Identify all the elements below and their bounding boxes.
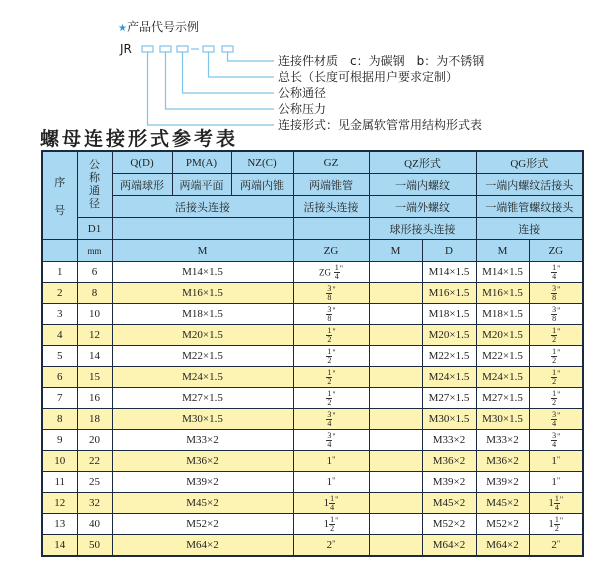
fraction-denominator: 8 — [327, 292, 332, 302]
cell-gz-zg — [293, 304, 369, 325]
cell-qz-d: M20×1.5 — [422, 325, 476, 346]
fraction-numerator: 3 — [552, 304, 557, 314]
table-row — [42, 283, 583, 304]
cell-m: M52×2 — [112, 514, 293, 535]
cell-qz-d: M64×2 — [422, 535, 476, 557]
cell-seq: 6 — [42, 367, 77, 388]
fraction-denominator: 8 — [327, 313, 332, 323]
cell-qg-m: M64×2 — [476, 535, 529, 557]
cell-qz-d: M18×1.5 — [422, 304, 476, 325]
cell-qz-d: M33×2 — [422, 430, 476, 451]
fraction-denominator: 2 — [554, 523, 559, 533]
cell-gz-zg — [293, 409, 369, 430]
fraction-numerator: 3 — [327, 283, 332, 293]
cell-qg-m: M36×2 — [476, 451, 529, 472]
cell-qg-zg — [529, 346, 583, 367]
cell-qz-d: M39×2 — [422, 472, 476, 493]
code-box-1 — [142, 46, 153, 52]
inch-mark: " — [332, 347, 336, 357]
header-code-gz: GZ — [293, 151, 369, 174]
cell-dn: 20 — [77, 430, 112, 451]
header-type-nz: 两端内锥 — [231, 174, 293, 196]
inch-mark: " — [332, 539, 336, 548]
inch-whole: 1 — [323, 496, 330, 509]
inch-mark: " — [557, 284, 561, 294]
header-type-pm: 两端平面 — [172, 174, 231, 196]
leader-line-connection — [148, 52, 275, 125]
cell-qg-m: M18×1.5 — [476, 304, 529, 325]
table-row — [42, 451, 583, 472]
cell-seq: 4 — [42, 325, 77, 346]
header-blank-1 — [112, 218, 293, 240]
header-type-gz: 两端锥管 — [293, 174, 369, 196]
fraction-numerator: 3 — [552, 409, 557, 419]
cell-m: M18×1.5 — [112, 304, 293, 325]
cell-m: M33×2 — [112, 430, 293, 451]
inch-mark: " — [556, 539, 561, 548]
cell-qg-m: M52×2 — [476, 514, 529, 535]
cell-dn: 40 — [77, 514, 112, 535]
fraction-denominator: 4 — [334, 271, 339, 281]
header-code-pm: PM(A) — [172, 151, 231, 174]
fraction-numerator: 1 — [552, 367, 557, 377]
code-prefix: JR — [120, 42, 132, 56]
code-box-3 — [177, 46, 188, 52]
inch-mark: " — [332, 476, 336, 485]
fraction-denominator: 2 — [552, 397, 557, 407]
cell-qg-zg — [529, 262, 583, 283]
cell-qg-zg — [529, 430, 583, 451]
table-row — [42, 472, 583, 493]
inch-whole: 1 — [548, 496, 554, 509]
cell-dn: 15 — [77, 367, 112, 388]
header-type-qz: 一端内螺纹 — [369, 174, 476, 196]
code-box-2 — [160, 46, 171, 52]
label-pressure: 公称压力 — [278, 102, 327, 116]
cell-qz-m — [369, 283, 422, 304]
cell-m: M16×1.5 — [112, 283, 293, 304]
cell-qz-m — [369, 388, 422, 409]
cell-qg-zg — [529, 304, 583, 325]
header-type-qg: 一端内螺纹活接头 — [476, 174, 583, 196]
table-row — [42, 409, 583, 430]
cell-m: M36×2 — [112, 451, 293, 472]
cell-seq: 12 — [42, 493, 77, 514]
header-code-q: Q(D) — [112, 151, 172, 174]
table-row — [42, 493, 583, 514]
header-conn-qg: 一端锥管螺纹接头 — [476, 196, 583, 218]
header-conn-qz-ball: 球形接头连接 — [369, 218, 476, 240]
inch-mark: " — [332, 305, 336, 315]
cell-m: M45×2 — [112, 493, 293, 514]
inch-mark: " — [557, 326, 561, 336]
table-row — [42, 514, 583, 535]
cell-qz-m — [369, 409, 422, 430]
cell-qz-d: M22×1.5 — [422, 346, 476, 367]
cell-gz-zg — [293, 493, 369, 514]
cell-qz-m — [369, 367, 422, 388]
fraction-numerator: 1 — [552, 325, 557, 335]
cell-m: M24×1.5 — [112, 367, 293, 388]
fraction-numerator: 3 — [327, 430, 332, 440]
fraction-denominator: 4 — [330, 502, 335, 512]
fraction-denominator: 2 — [330, 523, 335, 533]
cell-qz-d: M52×2 — [422, 514, 476, 535]
cell-seq: 7 — [42, 388, 77, 409]
header-conn-union: 活接头连接 — [112, 196, 293, 218]
fraction-denominator: 4 — [552, 271, 557, 281]
cell-qz-d: M36×2 — [422, 451, 476, 472]
cell-qg-zg — [529, 451, 583, 472]
header-nominal — [77, 151, 112, 218]
cell-seq: 14 — [42, 535, 77, 557]
header-code-nz: NZ(C) — [231, 151, 293, 174]
table-row — [42, 262, 583, 283]
cell-qg-zg — [529, 388, 583, 409]
cell-m: M20×1.5 — [112, 325, 293, 346]
cell-qg-zg — [529, 535, 583, 557]
header-seq: 序 号 — [42, 151, 77, 240]
cell-gz-zg — [293, 535, 369, 557]
cell-qg-m: M22×1.5 — [476, 346, 529, 367]
cell-qz-d: M24×1.5 — [422, 367, 476, 388]
leader-line-diameter — [183, 52, 275, 93]
cell-m: M22×1.5 — [112, 346, 293, 367]
cell-qz-d: M16×1.5 — [422, 283, 476, 304]
cell-dn: 10 — [77, 304, 112, 325]
cell-dn: 32 — [77, 493, 112, 514]
cell-dn: 8 — [77, 283, 112, 304]
inch-mark: " — [332, 326, 336, 336]
cell-seq: 8 — [42, 409, 77, 430]
inch-whole: 1 — [326, 455, 333, 467]
diagram-heading-text: 产品代号示例 — [126, 20, 199, 34]
cell-qg-m: M45×2 — [476, 493, 529, 514]
cell-qz-m — [369, 493, 422, 514]
cell-qg-zg — [529, 472, 583, 493]
cell-seq: 10 — [42, 451, 77, 472]
label-connection: 连接形式：见金属软管常用结构形式表 — [278, 118, 483, 132]
fraction-numerator: 1 — [330, 514, 335, 524]
cell-qg-m: M16×1.5 — [476, 283, 529, 304]
fraction-numerator: 1 — [552, 346, 557, 356]
code-box-4 — [203, 46, 214, 52]
header-unit-m: M — [112, 240, 293, 262]
inch-mark: " — [559, 494, 564, 504]
cell-gz-zg — [293, 430, 369, 451]
table-row — [42, 388, 583, 409]
fraction-denominator: 8 — [552, 313, 557, 323]
table-title: 螺母连接形式参考表 — [40, 128, 239, 150]
fraction-denominator: 4 — [327, 418, 332, 428]
inch-mark: " — [557, 347, 561, 357]
cell-seq: 11 — [42, 472, 77, 493]
cell-gz-zg — [293, 325, 369, 346]
fraction-numerator: 1 — [554, 514, 559, 524]
fraction-numerator: 3 — [327, 304, 332, 314]
cell-qg-zg — [529, 409, 583, 430]
cell-qz-d: M14×1.5 — [422, 262, 476, 283]
cell-qz-m — [369, 262, 422, 283]
cell-seq: 1 — [42, 262, 77, 283]
inch-mark: " — [557, 389, 561, 399]
header-conn-qg-link: 连接 — [476, 218, 583, 240]
header-unit-zg: ZG — [293, 240, 369, 262]
inch-mark: " — [332, 431, 336, 441]
cell-m: M30×1.5 — [112, 409, 293, 430]
inch-mark: " — [557, 368, 561, 378]
fraction-numerator: 1 — [554, 493, 559, 503]
cell-qz-d: M30×1.5 — [422, 409, 476, 430]
header-type-q: 两端球形 — [112, 174, 172, 196]
cell-dn: 16 — [77, 388, 112, 409]
inch-whole: 1 — [551, 455, 557, 467]
fraction-numerator: 1 — [327, 325, 332, 335]
cell-qg-zg — [529, 514, 583, 535]
header-unit-qg-zg: ZG — [529, 240, 583, 262]
inch-mark: " — [335, 515, 339, 525]
cell-qg-m: M39×2 — [476, 472, 529, 493]
cell-qz-m — [369, 535, 422, 557]
cell-qz-m — [369, 304, 422, 325]
fraction-denominator: 2 — [327, 397, 332, 407]
cell-dn: 22 — [77, 451, 112, 472]
inch-whole: 1 — [548, 517, 554, 530]
table-row — [42, 430, 583, 451]
inch-mark: " — [557, 305, 561, 315]
inch-mark: " — [339, 263, 343, 273]
fraction-numerator: 3 — [327, 409, 332, 419]
cell-qg-m: M30×1.5 — [476, 409, 529, 430]
cell-qz-d: M45×2 — [422, 493, 476, 514]
inch-whole: 1 — [551, 476, 557, 488]
cell-qg-m: M33×2 — [476, 430, 529, 451]
header-conn-gz: 活接头连接 — [293, 196, 369, 218]
cell-gz-zg — [293, 472, 369, 493]
fraction-denominator: 2 — [327, 355, 332, 365]
cell-qz-d: M27×1.5 — [422, 388, 476, 409]
cell-m: M64×2 — [112, 535, 293, 557]
cell-seq: 5 — [42, 346, 77, 367]
table-row — [42, 346, 583, 367]
cell-m: M39×2 — [112, 472, 293, 493]
header-nominal-text: 公 称 通 径 — [89, 158, 100, 210]
cell-seq: 3 — [42, 304, 77, 325]
fraction-numerator: 1 — [330, 493, 335, 503]
cell-qg-zg — [529, 493, 583, 514]
fraction-denominator: 2 — [327, 334, 332, 344]
inch-mark: " — [559, 515, 564, 525]
inch-whole: 2 — [551, 539, 557, 551]
fraction-numerator: 1 — [327, 346, 332, 356]
cell-qz-m — [369, 346, 422, 367]
diagram-heading — [118, 20, 199, 36]
cell-gz-zg — [293, 514, 369, 535]
leader-line-material — [228, 52, 275, 61]
cell-qz-m — [369, 514, 422, 535]
header-unit-qz-d: D — [422, 240, 476, 262]
header-unit-qg-m: M — [476, 240, 529, 262]
fraction-denominator: 4 — [552, 418, 557, 428]
cell-qg-m: M27×1.5 — [476, 388, 529, 409]
fraction-denominator: 4 — [552, 439, 557, 449]
cell-qg-m: M14×1.5 — [476, 262, 529, 283]
inch-mark: " — [335, 494, 339, 504]
cell-m: M14×1.5 — [112, 262, 293, 283]
cell-seq: 9 — [42, 430, 77, 451]
header-blank-seq — [42, 240, 77, 262]
cell-seq: 2 — [42, 283, 77, 304]
inch-mark: " — [332, 389, 336, 399]
cell-gz-zg — [293, 451, 369, 472]
inch-mark: " — [332, 368, 336, 378]
nut-connection-table — [41, 150, 584, 557]
fraction-numerator: 1 — [327, 367, 332, 377]
header-d1: D1 — [77, 218, 112, 240]
fraction-denominator: 4 — [554, 502, 559, 512]
cell-qz-m — [369, 472, 422, 493]
header-blank-2 — [293, 218, 369, 240]
leader-line-length — [209, 52, 275, 77]
header-mm: mm — [77, 240, 112, 262]
header-conn-qz: 一端外螺纹 — [369, 196, 476, 218]
cell-m: M27×1.5 — [112, 388, 293, 409]
header-unit-qz-m: M — [369, 240, 422, 262]
cell-qz-m — [369, 325, 422, 346]
fraction-denominator: 8 — [552, 292, 557, 302]
label-material: 连接件材质 c：为碳钢 b：为不锈钢 — [278, 54, 485, 68]
cell-gz-zg — [293, 346, 369, 367]
header-code-qz: QZ形式 — [369, 151, 476, 174]
fraction-denominator: 4 — [327, 439, 332, 449]
cell-gz-zg — [293, 388, 369, 409]
star-icon: ★ — [118, 23, 127, 34]
fraction-denominator: 2 — [552, 334, 557, 344]
cell-gz-zg — [293, 262, 369, 283]
cell-gz-zg — [293, 283, 369, 304]
cell-qg-zg — [529, 367, 583, 388]
inch-mark: " — [332, 284, 336, 294]
table-row — [42, 304, 583, 325]
gz-prefix: ZG — [318, 267, 331, 277]
inch-whole: 1 — [323, 517, 330, 530]
inch-mark: " — [332, 410, 336, 420]
cell-qg-zg — [529, 283, 583, 304]
fraction-numerator: 1 — [552, 262, 557, 272]
inch-mark: " — [557, 410, 561, 420]
label-length: 总长（长度可根据用户要求定制） — [278, 70, 459, 84]
cell-dn: 14 — [77, 346, 112, 367]
fraction-numerator: 1 — [327, 388, 332, 398]
inch-mark: " — [557, 431, 561, 441]
inch-mark: " — [556, 476, 561, 485]
inch-mark: " — [557, 263, 561, 273]
fraction-numerator: 1 — [552, 388, 557, 398]
inch-mark: " — [556, 455, 561, 464]
fraction-numerator: 3 — [552, 430, 557, 440]
cell-gz-zg — [293, 367, 369, 388]
inch-whole: 1 — [326, 476, 333, 488]
table-row — [42, 367, 583, 388]
cell-qg-m: M20×1.5 — [476, 325, 529, 346]
cell-qg-zg — [529, 325, 583, 346]
cell-dn: 25 — [77, 472, 112, 493]
table-row — [42, 325, 583, 346]
fraction-denominator: 2 — [552, 355, 557, 365]
label-diameter: 公称通径 — [278, 86, 327, 100]
cell-qg-m: M24×1.5 — [476, 367, 529, 388]
fraction-numerator: 1 — [334, 262, 339, 272]
table-row — [42, 535, 583, 557]
cell-seq: 13 — [42, 514, 77, 535]
cell-dn: 12 — [77, 325, 112, 346]
header-code-qg: QG形式 — [476, 151, 583, 174]
cell-dn: 50 — [77, 535, 112, 557]
fraction-numerator: 3 — [552, 283, 557, 293]
inch-whole: 2 — [326, 539, 333, 551]
cell-qz-m — [369, 430, 422, 451]
cell-dn: 18 — [77, 409, 112, 430]
fraction-denominator: 2 — [327, 376, 332, 386]
inch-mark: " — [332, 455, 336, 464]
fraction-denominator: 2 — [552, 376, 557, 386]
cell-qz-m — [369, 451, 422, 472]
cell-dn: 6 — [77, 262, 112, 283]
table-body — [42, 262, 583, 557]
code-box-5 — [222, 46, 233, 52]
